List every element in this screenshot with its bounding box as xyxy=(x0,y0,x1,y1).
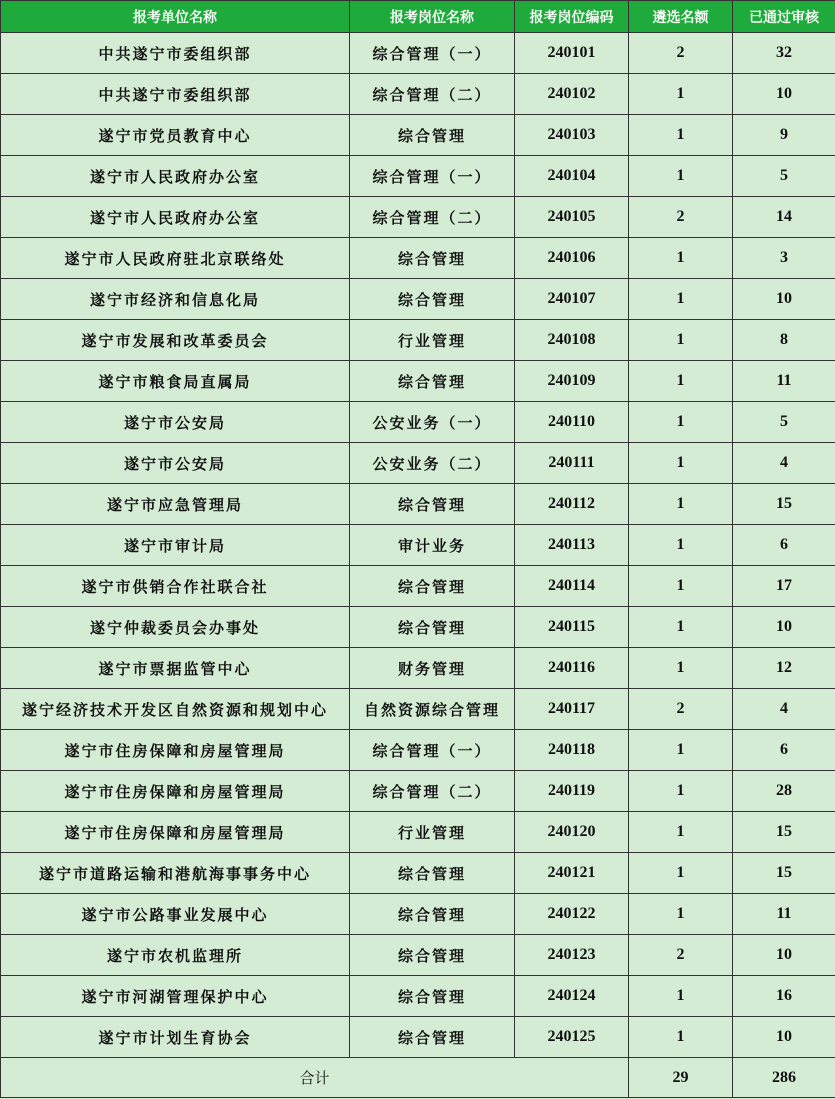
cell-unit-name: 遂宁市应急管理局 xyxy=(1,484,350,525)
cell-post-name: 行业管理 xyxy=(350,812,515,853)
table-row xyxy=(1,812,835,853)
cell-unit-name: 遂宁市住房保障和房屋管理局 xyxy=(1,730,350,771)
cell-passed-review: 10 xyxy=(733,279,835,320)
table-row xyxy=(1,238,835,279)
table-row xyxy=(1,935,835,976)
cell-unit-name: 遂宁经济技术开发区自然资源和规划中心 xyxy=(1,689,350,730)
cell-post-name: 公安业务（二） xyxy=(350,443,515,484)
cell-passed-review: 6 xyxy=(733,730,835,771)
cell-post-code: 240115 xyxy=(515,607,629,648)
cell-unit-name: 遂宁市人民政府驻北京联络处 xyxy=(1,238,350,279)
cell-post-name: 行业管理 xyxy=(350,320,515,361)
table-row xyxy=(1,525,835,566)
cell-passed-review: 32 xyxy=(733,33,835,74)
table-row xyxy=(1,402,835,443)
cell-quota: 1 xyxy=(629,894,733,935)
cell-post-code: 240119 xyxy=(515,771,629,812)
cell-passed-review: 12 xyxy=(733,648,835,689)
cell-unit-name: 遂宁仲裁委员会办事处 xyxy=(1,607,350,648)
cell-quota: 2 xyxy=(629,33,733,74)
header-passed-review: 已通过审核 xyxy=(733,1,835,33)
cell-passed-review: 14 xyxy=(733,197,835,238)
cell-post-code: 240109 xyxy=(515,361,629,402)
cell-passed-review: 15 xyxy=(733,484,835,525)
cell-post-code: 240108 xyxy=(515,320,629,361)
cell-unit-name: 遂宁市党员教育中心 xyxy=(1,115,350,156)
cell-post-name: 综合管理 xyxy=(350,115,515,156)
cell-passed-review: 11 xyxy=(733,361,835,402)
cell-post-name: 综合管理 xyxy=(350,853,515,894)
cell-quota: 1 xyxy=(629,812,733,853)
cell-post-code: 240120 xyxy=(515,812,629,853)
header-unit-name: 报考单位名称 xyxy=(1,1,350,33)
table-row xyxy=(1,443,835,484)
cell-post-name: 综合管理（一） xyxy=(350,33,515,74)
cell-quota: 1 xyxy=(629,648,733,689)
cell-post-name: 综合管理 xyxy=(350,279,515,320)
table-row xyxy=(1,648,835,689)
cell-quota: 1 xyxy=(629,361,733,402)
cell-post-name: 综合管理 xyxy=(350,238,515,279)
cell-unit-name: 中共遂宁市委组织部 xyxy=(1,33,350,74)
cell-post-code: 240110 xyxy=(515,402,629,443)
cell-unit-name: 中共遂宁市委组织部 xyxy=(1,74,350,115)
table-body xyxy=(1,33,835,1058)
cell-post-name: 综合管理 xyxy=(350,935,515,976)
cell-unit-name: 遂宁市住房保障和房屋管理局 xyxy=(1,771,350,812)
cell-post-name: 综合管理 xyxy=(350,894,515,935)
cell-quota: 1 xyxy=(629,402,733,443)
cell-unit-name: 遂宁市住房保障和房屋管理局 xyxy=(1,812,350,853)
table-row xyxy=(1,689,835,730)
cell-passed-review: 9 xyxy=(733,115,835,156)
cell-post-code: 240104 xyxy=(515,156,629,197)
cell-unit-name: 遂宁市发展和改革委员会 xyxy=(1,320,350,361)
table-header xyxy=(1,1,835,33)
cell-quota: 1 xyxy=(629,607,733,648)
cell-unit-name: 遂宁市人民政府办公室 xyxy=(1,197,350,238)
cell-passed-review: 16 xyxy=(733,976,835,1017)
table-row xyxy=(1,156,835,197)
cell-post-name: 审计业务 xyxy=(350,525,515,566)
cell-post-code: 240121 xyxy=(515,853,629,894)
cell-unit-name: 遂宁市公路事业发展中心 xyxy=(1,894,350,935)
cell-quota: 1 xyxy=(629,771,733,812)
cell-unit-name: 遂宁市公安局 xyxy=(1,443,350,484)
table-row xyxy=(1,853,835,894)
cell-passed-review: 6 xyxy=(733,525,835,566)
table-row xyxy=(1,730,835,771)
cell-post-name: 综合管理（二） xyxy=(350,74,515,115)
cell-unit-name: 遂宁市计划生育协会 xyxy=(1,1017,350,1058)
cell-post-code: 240116 xyxy=(515,648,629,689)
cell-post-code: 240102 xyxy=(515,74,629,115)
cell-unit-name: 遂宁市道路运输和港航海事事务中心 xyxy=(1,853,350,894)
cell-passed-review: 10 xyxy=(733,607,835,648)
table-row xyxy=(1,320,835,361)
cell-quota: 1 xyxy=(629,853,733,894)
total-label: 合计 xyxy=(1,1058,629,1098)
cell-quota: 1 xyxy=(629,238,733,279)
header-row xyxy=(1,1,835,33)
cell-post-name: 综合管理（一） xyxy=(350,156,515,197)
cell-post-code: 240114 xyxy=(515,566,629,607)
cell-unit-name: 遂宁市审计局 xyxy=(1,525,350,566)
cell-quota: 1 xyxy=(629,566,733,607)
cell-post-name: 综合管理 xyxy=(350,976,515,1017)
cell-passed-review: 17 xyxy=(733,566,835,607)
cell-unit-name: 遂宁市人民政府办公室 xyxy=(1,156,350,197)
cell-post-code: 240118 xyxy=(515,730,629,771)
total-row xyxy=(1,1058,835,1098)
table-row xyxy=(1,484,835,525)
table-row xyxy=(1,894,835,935)
cell-post-name: 综合管理 xyxy=(350,361,515,402)
cell-post-code: 240106 xyxy=(515,238,629,279)
cell-post-name: 综合管理 xyxy=(350,566,515,607)
table-footer xyxy=(1,1058,835,1098)
cell-unit-name: 遂宁市粮食局直属局 xyxy=(1,361,350,402)
cell-post-code: 240124 xyxy=(515,976,629,1017)
cell-passed-review: 4 xyxy=(733,689,835,730)
cell-unit-name: 遂宁市票据监管中心 xyxy=(1,648,350,689)
total-passed: 286 xyxy=(733,1058,835,1098)
cell-quota: 1 xyxy=(629,156,733,197)
cell-post-name: 公安业务（一） xyxy=(350,402,515,443)
cell-passed-review: 8 xyxy=(733,320,835,361)
cell-post-code: 240113 xyxy=(515,525,629,566)
cell-unit-name: 遂宁市河湖管理保护中心 xyxy=(1,976,350,1017)
cell-quota: 1 xyxy=(629,443,733,484)
cell-post-code: 240111 xyxy=(515,443,629,484)
cell-unit-name: 遂宁市农机监理所 xyxy=(1,935,350,976)
cell-unit-name: 遂宁市经济和信息化局 xyxy=(1,279,350,320)
cell-post-code: 240123 xyxy=(515,935,629,976)
cell-post-name: 财务管理 xyxy=(350,648,515,689)
table-row xyxy=(1,1017,835,1058)
cell-passed-review: 15 xyxy=(733,853,835,894)
cell-unit-name: 遂宁市公安局 xyxy=(1,402,350,443)
cell-post-name: 综合管理 xyxy=(350,1017,515,1058)
cell-passed-review: 5 xyxy=(733,402,835,443)
cell-passed-review: 10 xyxy=(733,1017,835,1058)
total-quota: 29 xyxy=(629,1058,733,1098)
cell-post-name: 综合管理（一） xyxy=(350,730,515,771)
table-row xyxy=(1,566,835,607)
cell-quota: 1 xyxy=(629,976,733,1017)
cell-quota: 1 xyxy=(629,730,733,771)
cell-quota: 1 xyxy=(629,115,733,156)
header-post-code: 报考岗位编码 xyxy=(515,1,629,33)
cell-passed-review: 5 xyxy=(733,156,835,197)
cell-passed-review: 10 xyxy=(733,935,835,976)
cell-post-name: 综合管理（二） xyxy=(350,771,515,812)
cell-post-code: 240105 xyxy=(515,197,629,238)
table-row xyxy=(1,33,835,74)
cell-post-code: 240101 xyxy=(515,33,629,74)
cell-passed-review: 11 xyxy=(733,894,835,935)
cell-passed-review: 28 xyxy=(733,771,835,812)
cell-post-code: 240122 xyxy=(515,894,629,935)
cell-quota: 1 xyxy=(629,320,733,361)
table-row xyxy=(1,197,835,238)
cell-post-code: 240103 xyxy=(515,115,629,156)
cell-post-code: 240112 xyxy=(515,484,629,525)
header-post-name: 报考岗位名称 xyxy=(350,1,515,33)
cell-quota: 1 xyxy=(629,279,733,320)
table-row xyxy=(1,976,835,1017)
table-row xyxy=(1,74,835,115)
cell-quota: 1 xyxy=(629,484,733,525)
table-row xyxy=(1,361,835,402)
table-row xyxy=(1,115,835,156)
cell-quota: 1 xyxy=(629,74,733,115)
cell-quota: 1 xyxy=(629,1017,733,1058)
cell-post-code: 240117 xyxy=(515,689,629,730)
cell-passed-review: 15 xyxy=(733,812,835,853)
cell-passed-review: 3 xyxy=(733,238,835,279)
cell-passed-review: 4 xyxy=(733,443,835,484)
table-row xyxy=(1,607,835,648)
cell-unit-name: 遂宁市供销合作社联合社 xyxy=(1,566,350,607)
cell-quota: 2 xyxy=(629,197,733,238)
cell-post-name: 自然资源综合管理 xyxy=(350,689,515,730)
table-row xyxy=(1,279,835,320)
cell-post-name: 综合管理（二） xyxy=(350,197,515,238)
table-row xyxy=(1,771,835,812)
cell-post-name: 综合管理 xyxy=(350,607,515,648)
cell-passed-review: 10 xyxy=(733,74,835,115)
cell-post-code: 240107 xyxy=(515,279,629,320)
header-quota: 遴选名额 xyxy=(629,1,733,33)
cell-post-code: 240125 xyxy=(515,1017,629,1058)
cell-quota: 1 xyxy=(629,525,733,566)
cell-quota: 2 xyxy=(629,689,733,730)
cell-quota: 2 xyxy=(629,935,733,976)
cell-post-name: 综合管理 xyxy=(350,484,515,525)
